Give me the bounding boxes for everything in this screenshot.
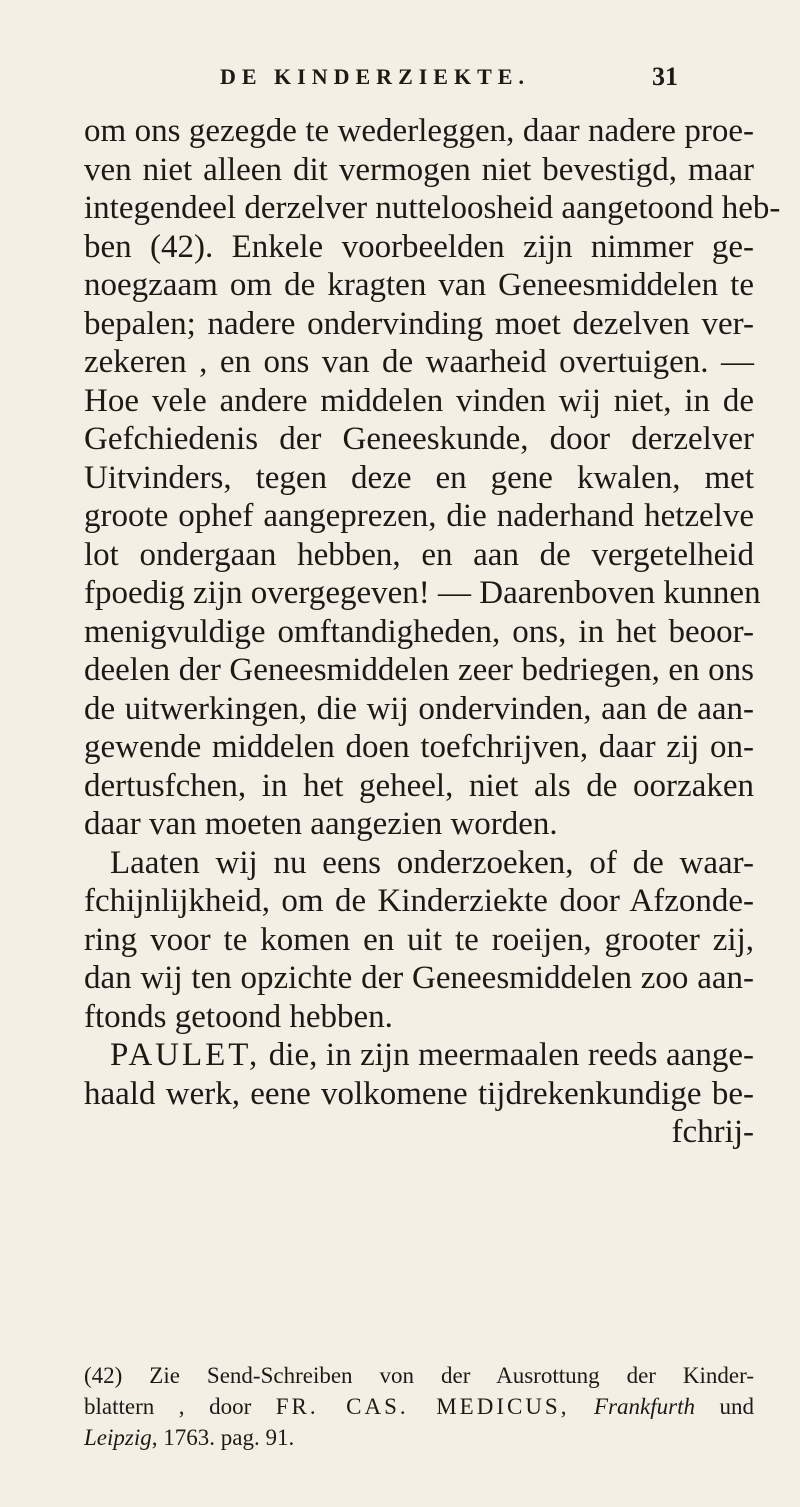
text-line: ring voor te komen en uit te roeijen, grooter zij, bbox=[84, 921, 754, 958]
text-fragment: die, in zijn meermaalen reeds aange- bbox=[260, 1037, 754, 1073]
body-text bbox=[84, 112, 781, 1152]
text-line: Gefchiedenis der Geneeskunde, door derzelver bbox=[84, 421, 754, 457]
catchword: fchrij- bbox=[671, 1114, 754, 1150]
text-line: daar van moeten aangezien worden. bbox=[84, 806, 558, 842]
text-line: ven niet alleen dit vermogen niet bevestigd, maar bbox=[84, 151, 754, 188]
place-name: Leipzig bbox=[84, 1425, 152, 1450]
author-name: PAULET, bbox=[110, 1037, 261, 1073]
text-line: fpoedig zijn overgegeven! — Daarenboven kunnen bbox=[84, 575, 761, 611]
text-line: deelen der Geneesmiddelen zeer bedriegen, en ons bbox=[84, 652, 754, 688]
footnote bbox=[84, 1360, 754, 1453]
text-line: dertusfchen, in het geheel, niet als de oorzaken bbox=[84, 767, 754, 804]
text-fragment: , 1763. pag. 91. bbox=[151, 1425, 295, 1450]
text-line: haald werk, eene volkomene tijdrekenkundige be- bbox=[84, 1075, 754, 1112]
text-line: menigvuldige omftandigheden, ons, in het beoor- bbox=[84, 613, 754, 650]
text-fragment: blattern , door bbox=[84, 1394, 276, 1419]
footnote-line: (42) Zie Send-Schreiben von der Ausrottung der Kinder- bbox=[84, 1363, 754, 1388]
text-line: gewende middelen doen toefchrijven, daar zij on- bbox=[84, 729, 754, 765]
text-line: bepalen; nadere ondervinding moet dezelven ver- bbox=[84, 305, 754, 342]
text-line: ben (42). Enkele voorbeelden zijn nimmer ge- bbox=[84, 228, 754, 265]
author-name: FR. CAS. MEDICUS, bbox=[275, 1394, 570, 1419]
running-head: DE KINDERZIEKTE. bbox=[220, 64, 530, 89]
footnote-line bbox=[84, 1422, 754, 1453]
text-line: Uitvinders, tegen deze en gene kwalen, met bbox=[84, 459, 754, 496]
paragraph-start-line: Laaten wij nu eens onderzoeken, of de waar- bbox=[110, 844, 754, 881]
text-line: ftonds getoond hebben. bbox=[84, 998, 393, 1035]
text-line: lot ondergaan hebben, en aan de vergetelheid bbox=[84, 536, 754, 573]
place-name: Frankfurth bbox=[569, 1394, 695, 1419]
paragraph-start-line bbox=[84, 1036, 754, 1075]
text-line: integendeel derzelver nutteloosheid aangetoond heb- bbox=[84, 190, 781, 226]
text-line: om ons gezegde te wederleggen, daar nadere proe- bbox=[84, 113, 754, 149]
text-line: groote ophef aangeprezen, die naderhand hetzelve bbox=[84, 498, 754, 534]
footnote-line bbox=[84, 1391, 754, 1422]
text-line: Hoe vele andere middelen vinden wij niet, in de bbox=[84, 382, 754, 419]
page-number: 31 bbox=[652, 62, 678, 91]
text-line: fchijnlijkheid, om de Kinderziekte door Afzonde- bbox=[84, 883, 754, 919]
text-line: noegzaam om de kragten van Geneesmiddelen te bbox=[84, 267, 754, 303]
text-line: de uitwerkingen, die wij ondervinden, aan de aan- bbox=[84, 690, 754, 727]
text-line: zekeren , en ons van de waarheid overtuigen. — bbox=[84, 344, 754, 380]
text-fragment: und bbox=[694, 1394, 755, 1419]
text-line: dan wij ten opzichte der Geneesmiddelen zoo aan- bbox=[84, 960, 754, 996]
